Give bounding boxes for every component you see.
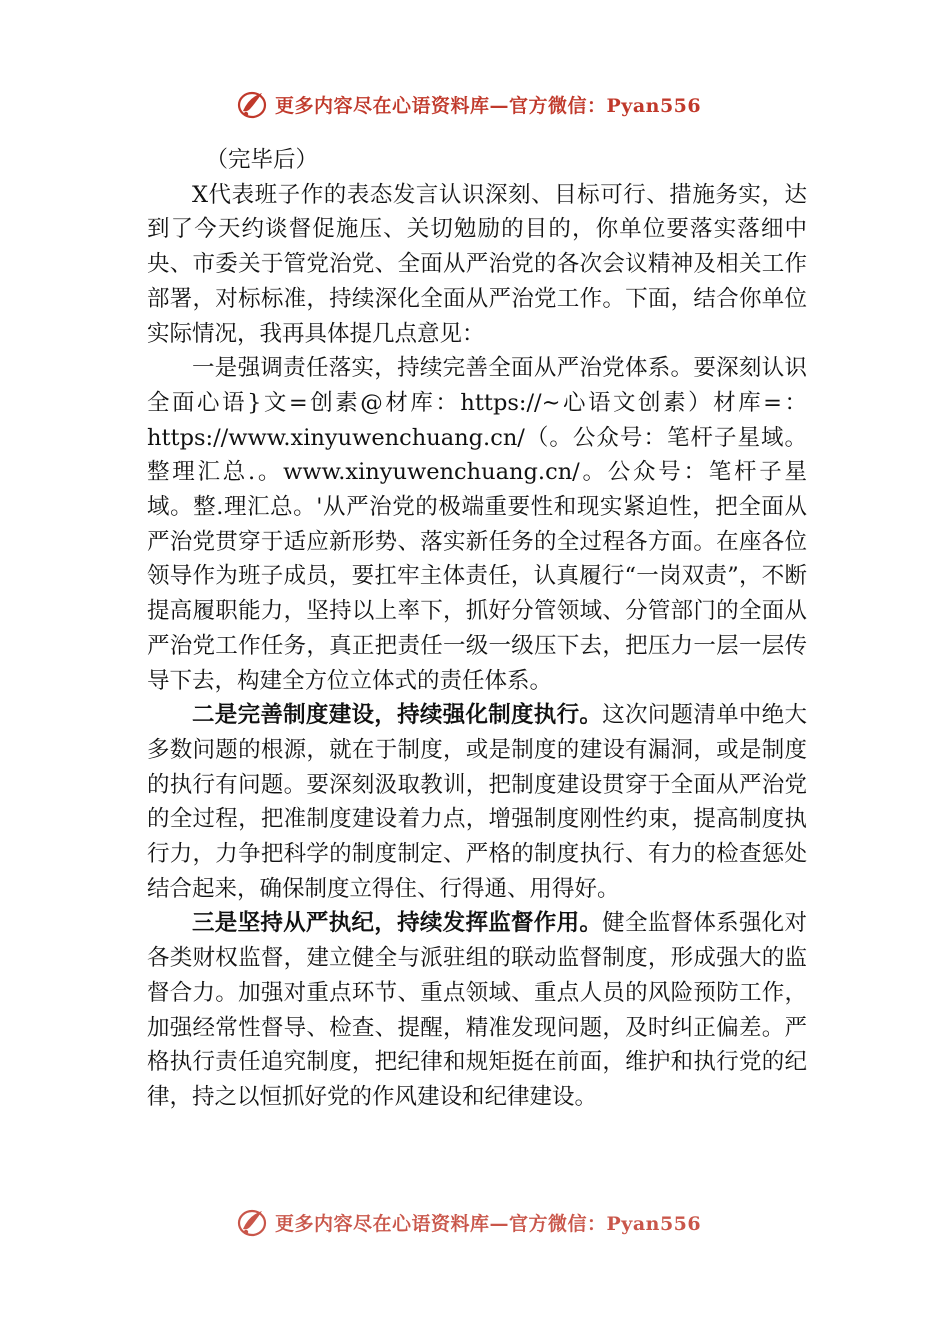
paragraph-point-1: 一是强调责任落实，持续完善全面从严治党体系。要深刻认识全面心语}文=创素@材库：https://~心语文创素）材库=：https://www.xinyuwenchuang.cn/（。公众号：笔杆子星域。整理汇总.。www.xinyuwenchuang.cn/。公众号：笔杆子星域。整.理汇总。'从严治党的极端重要性和现实紧迫性，把全面从严治党贯穿于适应新形势、落实新任务的全过程各方面。在座各位领导作为班子成员，要扛牢主体责任，认真履行“一岗双责”，不断提高履职能力，坚持以上率下，抓好分管领域、分管部门的全面从严治党工作任务，真正把责任一级一级压下去，把压力一层一层传导下去，构建全方位立体式的责任体系。 <box>147 355 807 694</box>
paragraph-intro: X代表班子作的表态发言认识深刻、目标可行、措施务实，达到了今天约谈督促施压、关切勉励的目的，你单位要落实落细中央、市委关于管党治党、全面从严治党的各次会议精神及相关工作部署，对标标准，持续深化全面从严治党工作。下面，结合你单位实际情况，我再具体提几点意见： <box>147 181 807 347</box>
paragraph-point-2 <box>147 698 807 906</box>
brush-logo-icon <box>235 1205 269 1239</box>
banner-text: 更多内容尽在心语资料库—官方微信：Pyan556 <box>275 94 702 117</box>
banner-text: 更多内容尽在心语资料库—官方微信：Pyan556 <box>275 1212 702 1235</box>
paragraph-closing-note: （完毕后） <box>205 147 319 173</box>
point-3-body: 健全监督体系强化对各类财权监督，建立健全与派驻组的联动监督制度，形成强大的监督合力。加强对重点环节、重点领域、重点人员的风险预防工作，加强经常性督导、检查、提醒，精准发现问题，及时纠正偏差。严格执行责任追究制度，把纪律和规矩挺在前面，维护和执行党的纪律，持之以恒抓好党的作风建设和纪律建设。 <box>147 910 807 1110</box>
point-2-body: 这次问题清单中绝大多数问题的根源，就在于制度，或是制度的建设有漏洞，或是制度的执行有问题。要深刻汲取教训，把制度建设贯穿于全面从严治党的全过程，把准制度建设着力点，增强制度刚性约束，提高制度执行力，力争把科学的制度制定、严格的制度执行、有力的检查惩处结合起来，确保制度立得住、行得通、用得好。 <box>147 702 807 902</box>
point-3-heading: 三是坚持从严执纪，持续发挥监督作用。 <box>192 910 603 937</box>
paragraph-point-3 <box>147 906 807 1114</box>
header-banner <box>235 84 735 124</box>
document-body <box>147 143 807 1115</box>
point-2-heading: 二是完善制度建设，持续强化制度执行。 <box>192 702 603 729</box>
footer-banner <box>235 1202 735 1242</box>
brush-logo-icon <box>235 87 269 121</box>
